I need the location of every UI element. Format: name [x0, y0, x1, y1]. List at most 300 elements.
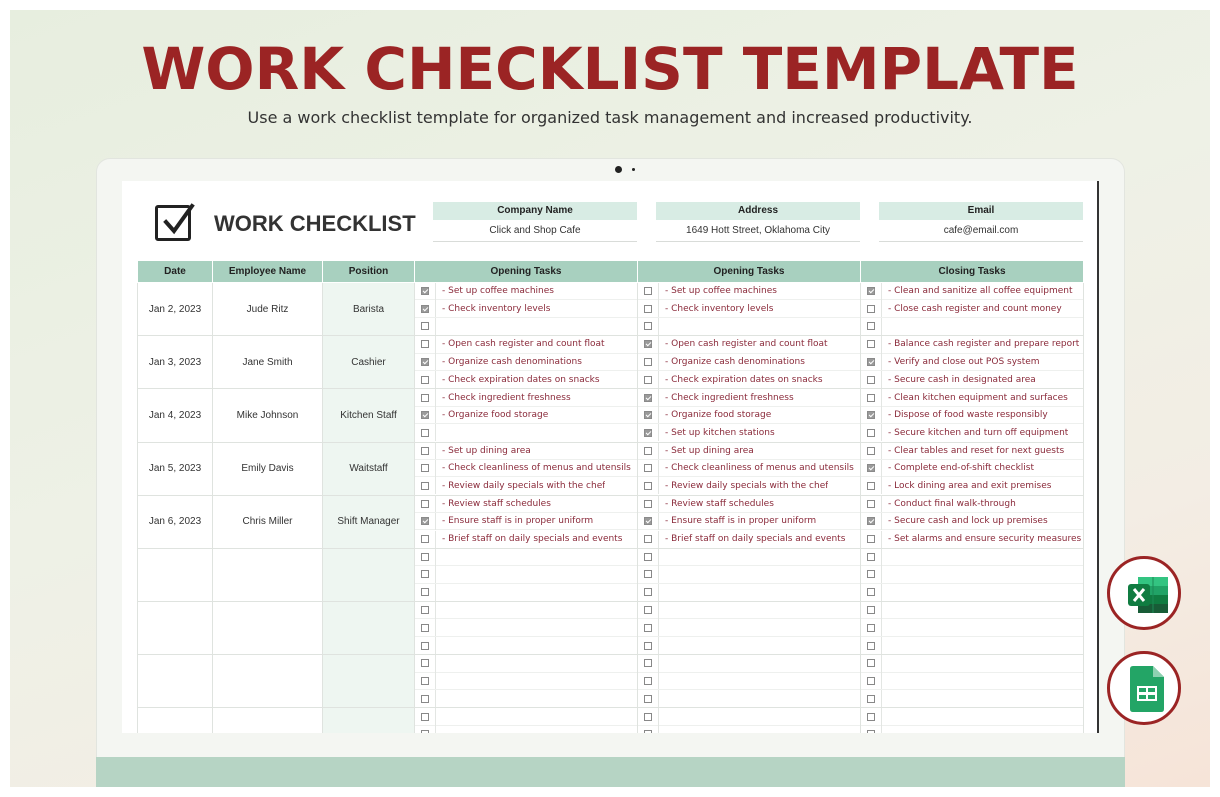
date-cell[interactable]: Jan 5, 2023	[138, 442, 213, 495]
task-checkbox-cell	[861, 300, 882, 317]
opening-tasks-cell	[638, 336, 861, 389]
unchecked-checkbox[interactable]	[644, 305, 652, 313]
task-text[interactable]: - Organize cash denominations	[442, 356, 582, 367]
task-text[interactable]: - Check inventory levels	[665, 303, 774, 314]
closing-tasks-cell	[861, 389, 1084, 442]
task-line	[638, 619, 860, 636]
date-cell[interactable]: Jan 2, 2023	[138, 283, 213, 336]
task-checkbox-cell	[638, 477, 659, 494]
checklist-table	[137, 260, 1084, 762]
task-checkbox-cell	[638, 318, 659, 335]
task-line	[415, 496, 637, 513]
email-field[interactable]: cafe@email.com	[879, 220, 1083, 242]
task-checkbox-cell	[638, 371, 659, 388]
task-text[interactable]: - Set up dining area	[442, 445, 531, 456]
table-row	[138, 495, 1084, 548]
task-line	[415, 655, 637, 672]
email-info	[879, 202, 1083, 242]
task-line	[415, 424, 637, 441]
task-line	[415, 637, 637, 654]
checked-checkbox[interactable]	[867, 464, 875, 472]
task-text[interactable]: - Ensure staff is in proper uniform	[442, 516, 594, 527]
task-text[interactable]: - Brief staff on daily specials and events	[665, 534, 846, 545]
task-checkbox-cell	[861, 637, 882, 654]
task-checkbox-cell	[861, 672, 882, 689]
task-line	[861, 513, 1083, 530]
task-line	[415, 584, 637, 601]
unchecked-checkbox[interactable]	[644, 287, 652, 295]
employee-name-cell[interactable]	[213, 655, 323, 708]
task-checkbox-cell	[861, 513, 882, 530]
task-text[interactable]: - Secure cash and lock up premises	[888, 516, 1048, 527]
task-checkbox-cell	[638, 442, 659, 459]
task-checkbox-cell	[415, 460, 436, 477]
opening-tasks-cell	[415, 389, 638, 442]
task-line	[861, 336, 1083, 353]
date-cell[interactable]	[138, 548, 213, 601]
task-checkbox-cell	[861, 389, 882, 406]
task-checkbox-cell	[861, 584, 882, 601]
task-text[interactable]: - Set alarms and ensure security measures	[888, 534, 1082, 545]
column-header-date: Date	[138, 261, 213, 283]
unchecked-checkbox[interactable]	[421, 588, 429, 596]
task-text[interactable]: - Complete end-of-shift checklist	[888, 463, 1035, 474]
table-row	[138, 336, 1084, 389]
unchecked-checkbox[interactable]	[867, 535, 875, 543]
unchecked-checkbox[interactable]	[421, 394, 429, 402]
date-cell[interactable]: Jan 6, 2023	[138, 495, 213, 548]
task-line	[415, 336, 637, 353]
opening-tasks-cell	[415, 442, 638, 495]
task-text[interactable]: - Review staff schedules	[665, 498, 774, 509]
task-line	[638, 460, 860, 477]
table-row	[138, 655, 1084, 708]
task-line	[415, 354, 637, 371]
task-checkbox-cell	[415, 371, 436, 388]
unchecked-checkbox[interactable]	[867, 588, 875, 596]
checked-checkbox[interactable]	[644, 429, 652, 437]
task-line	[415, 443, 637, 460]
task-line	[861, 637, 1083, 654]
task-text[interactable]: - Check cleanliness of menus and utensils	[442, 463, 631, 474]
unchecked-checkbox[interactable]	[421, 322, 429, 330]
task-text[interactable]: - Check inventory levels	[442, 303, 551, 314]
task-checkbox-cell	[861, 690, 882, 707]
task-text[interactable]: - Check ingredient freshness	[442, 392, 571, 403]
task-checkbox-cell	[415, 495, 436, 512]
task-text[interactable]: - Organize food storage	[442, 409, 549, 420]
task-line	[861, 584, 1083, 601]
task-line	[638, 300, 860, 317]
task-checkbox-cell	[415, 513, 436, 530]
task-text[interactable]: - Clean and sanitize all coffee equipment	[888, 286, 1073, 297]
task-checkbox-cell	[861, 318, 882, 335]
unchecked-checkbox[interactable]	[644, 447, 652, 455]
email-label: Email	[879, 202, 1083, 220]
task-checkbox-cell	[638, 336, 659, 353]
unchecked-checkbox[interactable]	[867, 570, 875, 578]
task-checkbox-cell	[415, 690, 436, 707]
position-cell[interactable]	[323, 602, 415, 655]
task-text[interactable]: - Balance cash register and prepare report	[888, 339, 1080, 350]
position-cell[interactable]: Waitstaff	[323, 442, 415, 495]
task-text[interactable]: - Check cleanliness of menus and utensils	[665, 463, 854, 474]
task-text[interactable]: - Close cash register and count money	[888, 303, 1062, 314]
task-line	[861, 496, 1083, 513]
checked-checkbox[interactable]	[867, 411, 875, 419]
task-text[interactable]: - Check expiration dates on snacks	[665, 374, 823, 385]
unchecked-checkbox[interactable]	[867, 305, 875, 313]
unchecked-checkbox[interactable]	[421, 429, 429, 437]
unchecked-checkbox[interactable]	[867, 677, 875, 685]
task-line	[638, 354, 860, 371]
task-line	[415, 389, 637, 406]
checked-checkbox[interactable]	[421, 411, 429, 419]
unchecked-checkbox[interactable]	[644, 358, 652, 366]
unchecked-checkbox[interactable]	[644, 482, 652, 490]
task-checkbox-cell	[638, 549, 659, 566]
unchecked-checkbox[interactable]	[421, 659, 429, 667]
opening-tasks-cell	[415, 336, 638, 389]
task-line	[638, 602, 860, 619]
task-checkbox-cell	[638, 513, 659, 530]
unchecked-checkbox[interactable]	[644, 624, 652, 632]
unchecked-checkbox[interactable]	[644, 500, 652, 508]
checked-checkbox[interactable]	[421, 287, 429, 295]
excel-icon	[1126, 573, 1170, 617]
task-line	[415, 283, 637, 300]
task-checkbox-cell	[415, 672, 436, 689]
task-checkbox-cell	[638, 584, 659, 601]
unchecked-checkbox[interactable]	[421, 624, 429, 632]
task-line	[638, 566, 860, 583]
banner-title: WORK CHECKLIST TEMPLATE	[141, 35, 1079, 103]
task-text[interactable]: - Organize food storage	[665, 409, 772, 420]
company-info	[433, 202, 637, 242]
unchecked-checkbox[interactable]	[421, 606, 429, 614]
task-text[interactable]: - Check expiration dates on snacks	[442, 374, 600, 385]
column-header-closing: Closing Tasks	[861, 261, 1084, 283]
task-checkbox-cell	[638, 619, 659, 636]
task-checkbox-cell	[861, 442, 882, 459]
task-line	[861, 300, 1083, 317]
task-checkbox-cell	[861, 460, 882, 477]
task-line	[861, 690, 1083, 707]
unchecked-checkbox[interactable]	[644, 606, 652, 614]
task-checkbox-cell	[638, 406, 659, 423]
task-text[interactable]: - Organize cash denominations	[665, 356, 805, 367]
unchecked-checkbox[interactable]	[644, 464, 652, 472]
task-checkbox-cell	[638, 300, 659, 317]
task-line	[861, 549, 1083, 566]
unchecked-checkbox[interactable]	[421, 713, 429, 721]
unchecked-checkbox[interactable]	[421, 464, 429, 472]
date-cell[interactable]	[138, 655, 213, 708]
unchecked-checkbox[interactable]	[644, 659, 652, 667]
task-checkbox-cell	[861, 708, 882, 725]
unchecked-checkbox[interactable]	[644, 677, 652, 685]
task-line	[415, 602, 637, 619]
address-info	[656, 202, 860, 242]
checked-checkbox[interactable]	[644, 394, 652, 402]
task-checkbox-cell	[415, 442, 436, 459]
unchecked-checkbox[interactable]	[421, 447, 429, 455]
unchecked-checkbox[interactable]	[867, 447, 875, 455]
task-line	[861, 566, 1083, 583]
employee-name-cell[interactable]	[213, 602, 323, 655]
task-text[interactable]: - Open cash register and count float	[665, 339, 828, 350]
task-line	[638, 584, 860, 601]
task-line	[861, 673, 1083, 690]
column-header-opening-2: Opening Tasks	[638, 261, 861, 283]
task-text[interactable]: - Set up dining area	[665, 445, 754, 456]
position-cell[interactable]: Barista	[323, 283, 415, 336]
unchecked-checkbox[interactable]	[421, 642, 429, 650]
unchecked-checkbox[interactable]	[421, 340, 429, 348]
unchecked-checkbox[interactable]	[644, 535, 652, 543]
employee-name-cell[interactable]: Jude Ritz	[213, 283, 323, 336]
date-cell[interactable]: Jan 4, 2023	[138, 389, 213, 442]
employee-name-cell[interactable]: Mike Johnson	[213, 389, 323, 442]
unchecked-checkbox[interactable]	[644, 713, 652, 721]
unchecked-checkbox[interactable]	[867, 553, 875, 561]
task-line	[861, 443, 1083, 460]
table-row	[138, 442, 1084, 495]
excel-badge[interactable]	[1107, 556, 1181, 630]
task-line	[415, 300, 637, 317]
task-checkbox-cell	[861, 336, 882, 353]
task-line	[415, 318, 637, 335]
unchecked-checkbox[interactable]	[867, 429, 875, 437]
task-line	[638, 530, 860, 547]
task-text[interactable]: - Review daily specials with the chef	[442, 480, 606, 491]
checked-checkbox[interactable]	[644, 411, 652, 419]
closing-tasks-cell	[861, 655, 1084, 708]
task-checkbox-cell	[415, 708, 436, 725]
task-text[interactable]: - Dispose of food waste responsibly	[888, 409, 1048, 420]
task-checkbox-cell	[861, 566, 882, 583]
position-cell[interactable]: Kitchen Staff	[323, 389, 415, 442]
unchecked-checkbox[interactable]	[421, 376, 429, 384]
task-text[interactable]: - Review staff schedules	[442, 498, 551, 509]
task-text[interactable]: - Ensure staff is in proper uniform	[665, 516, 817, 527]
closing-tasks-cell	[861, 336, 1084, 389]
task-checkbox-cell	[861, 406, 882, 423]
closing-tasks-cell	[861, 548, 1084, 601]
task-checkbox-cell	[415, 477, 436, 494]
task-text[interactable]: - Set up coffee machines	[665, 286, 777, 297]
unchecked-checkbox[interactable]	[867, 642, 875, 650]
unchecked-checkbox[interactable]	[421, 500, 429, 508]
task-text[interactable]: - Brief staff on daily specials and events	[442, 534, 623, 545]
employee-name-cell[interactable]: Chris Miller	[213, 495, 323, 548]
task-line	[861, 530, 1083, 547]
checked-checkbox[interactable]	[867, 358, 875, 366]
company-field[interactable]: Click and Shop Cafe	[433, 220, 637, 242]
task-checkbox-cell	[861, 549, 882, 566]
task-checkbox-cell	[415, 655, 436, 672]
task-line	[415, 549, 637, 566]
closing-tasks-cell	[861, 283, 1084, 336]
unchecked-checkbox[interactable]	[867, 624, 875, 632]
date-cell[interactable]: Jan 3, 2023	[138, 336, 213, 389]
scrollbar[interactable]	[1097, 181, 1099, 733]
task-checkbox-cell	[638, 672, 659, 689]
unchecked-checkbox[interactable]	[421, 695, 429, 703]
task-text[interactable]: - Set up coffee machines	[442, 286, 554, 297]
unchecked-checkbox[interactable]	[867, 340, 875, 348]
checked-checkbox[interactable]	[867, 517, 875, 525]
task-line	[415, 513, 637, 530]
task-checkbox-cell	[638, 637, 659, 654]
google-sheets-badge[interactable]	[1107, 651, 1181, 725]
task-text[interactable]: - Verify and close out POS system	[888, 356, 1040, 367]
unchecked-checkbox[interactable]	[421, 677, 429, 685]
unchecked-checkbox[interactable]	[867, 376, 875, 384]
task-checkbox-cell	[638, 424, 659, 441]
task-checkbox-cell	[415, 531, 436, 548]
unchecked-checkbox[interactable]	[644, 553, 652, 561]
task-checkbox-cell	[861, 602, 882, 619]
task-text[interactable]: - Check ingredient freshness	[665, 392, 794, 403]
task-checkbox-cell	[638, 283, 659, 300]
unchecked-checkbox[interactable]	[421, 570, 429, 578]
unchecked-checkbox[interactable]	[867, 500, 875, 508]
task-checkbox-cell	[861, 371, 882, 388]
table-row	[138, 389, 1084, 442]
task-line	[415, 708, 637, 725]
task-text[interactable]: - Review daily specials with the chef	[665, 480, 829, 491]
company-label: Company Name	[433, 202, 637, 220]
task-line	[638, 513, 860, 530]
task-line	[861, 318, 1083, 335]
task-line	[415, 566, 637, 583]
unchecked-checkbox[interactable]	[644, 570, 652, 578]
table-row	[138, 283, 1084, 336]
opening-tasks-cell	[638, 283, 861, 336]
checked-checkbox[interactable]	[421, 305, 429, 313]
task-text[interactable]: - Secure cash in designated area	[888, 374, 1036, 385]
task-checkbox-cell	[638, 353, 659, 370]
task-line	[415, 673, 637, 690]
unchecked-checkbox[interactable]	[867, 606, 875, 614]
task-checkbox-cell	[861, 531, 882, 548]
employee-name-cell[interactable]	[213, 548, 323, 601]
task-text[interactable]: - Clean kitchen equipment and surfaces	[888, 392, 1068, 403]
opening-tasks-cell	[638, 495, 861, 548]
date-cell[interactable]	[138, 602, 213, 655]
opening-tasks-cell	[638, 655, 861, 708]
position-cell[interactable]: Shift Manager	[323, 495, 415, 548]
checked-checkbox[interactable]	[644, 517, 652, 525]
task-text[interactable]: - Set up kitchen stations	[665, 427, 775, 438]
unchecked-checkbox[interactable]	[421, 482, 429, 490]
task-text[interactable]: - Open cash register and count float	[442, 339, 605, 350]
task-text[interactable]: - Conduct final walk-through	[888, 498, 1016, 509]
task-checkbox-cell	[861, 283, 882, 300]
position-cell[interactable]	[323, 548, 415, 601]
checked-checkbox[interactable]	[867, 287, 875, 295]
checked-checkbox[interactable]	[644, 340, 652, 348]
task-text[interactable]: - Clear tables and reset for next guests	[888, 445, 1065, 456]
closing-tasks-cell	[861, 442, 1084, 495]
opening-tasks-cell	[638, 602, 861, 655]
task-line	[861, 283, 1083, 300]
task-text[interactable]: - Secure kitchen and turn off equipment	[888, 427, 1069, 438]
task-line	[638, 407, 860, 424]
unchecked-checkbox[interactable]	[867, 322, 875, 330]
task-checkbox-cell	[415, 584, 436, 601]
column-header-employee: Employee Name	[213, 261, 323, 283]
task-checkbox-cell	[861, 495, 882, 512]
unchecked-checkbox[interactable]	[644, 695, 652, 703]
task-line	[861, 655, 1083, 672]
opening-tasks-cell	[415, 495, 638, 548]
closing-tasks-cell	[861, 495, 1084, 548]
task-checkbox-cell	[638, 460, 659, 477]
unchecked-checkbox[interactable]	[644, 322, 652, 330]
unchecked-checkbox[interactable]	[867, 713, 875, 721]
table-header-row	[138, 261, 1084, 283]
unchecked-checkbox[interactable]	[867, 482, 875, 490]
unchecked-checkbox[interactable]	[421, 553, 429, 561]
position-cell[interactable]: Cashier	[323, 336, 415, 389]
task-checkbox-cell	[638, 566, 659, 583]
sheet-title: WORK CHECKLIST	[214, 211, 416, 236]
unchecked-checkbox[interactable]	[644, 376, 652, 384]
unchecked-checkbox[interactable]	[644, 642, 652, 650]
webcam-light-icon	[632, 168, 635, 171]
task-text[interactable]: - Lock dining area and exit premises	[888, 480, 1052, 491]
task-line	[638, 673, 860, 690]
task-checkbox-cell	[415, 283, 436, 300]
employee-name-cell[interactable]: Jane Smith	[213, 336, 323, 389]
banner-subtitle: Use a work checklist template for organized task management and increased productivity.	[247, 108, 973, 127]
task-line	[861, 619, 1083, 636]
task-checkbox-cell	[415, 424, 436, 441]
task-checkbox-cell	[415, 300, 436, 317]
opening-tasks-cell	[415, 283, 638, 336]
task-line	[638, 690, 860, 707]
laptop-base	[96, 757, 1125, 787]
checked-checkbox[interactable]	[421, 517, 429, 525]
task-checkbox-cell	[415, 336, 436, 353]
task-checkbox-cell	[861, 619, 882, 636]
task-checkbox-cell	[638, 531, 659, 548]
checkbox-logo-icon	[155, 205, 191, 241]
opening-tasks-cell	[638, 548, 861, 601]
task-line	[638, 549, 860, 566]
unchecked-checkbox[interactable]	[867, 394, 875, 402]
task-checkbox-cell	[638, 495, 659, 512]
opening-tasks-cell	[415, 655, 638, 708]
unchecked-checkbox[interactable]	[867, 659, 875, 667]
task-line	[638, 496, 860, 513]
address-field[interactable]: 1649 Hott Street, Oklahoma City	[656, 220, 860, 242]
unchecked-checkbox[interactable]	[867, 695, 875, 703]
checked-checkbox[interactable]	[421, 358, 429, 366]
task-checkbox-cell	[415, 602, 436, 619]
opening-tasks-cell	[415, 602, 638, 655]
unchecked-checkbox[interactable]	[644, 588, 652, 596]
unchecked-checkbox[interactable]	[421, 535, 429, 543]
task-checkbox-cell	[861, 353, 882, 370]
task-checkbox-cell	[861, 424, 882, 441]
position-cell[interactable]	[323, 655, 415, 708]
webcam-icon	[615, 166, 622, 173]
table-row	[138, 602, 1084, 655]
employee-name-cell[interactable]: Emily Davis	[213, 442, 323, 495]
